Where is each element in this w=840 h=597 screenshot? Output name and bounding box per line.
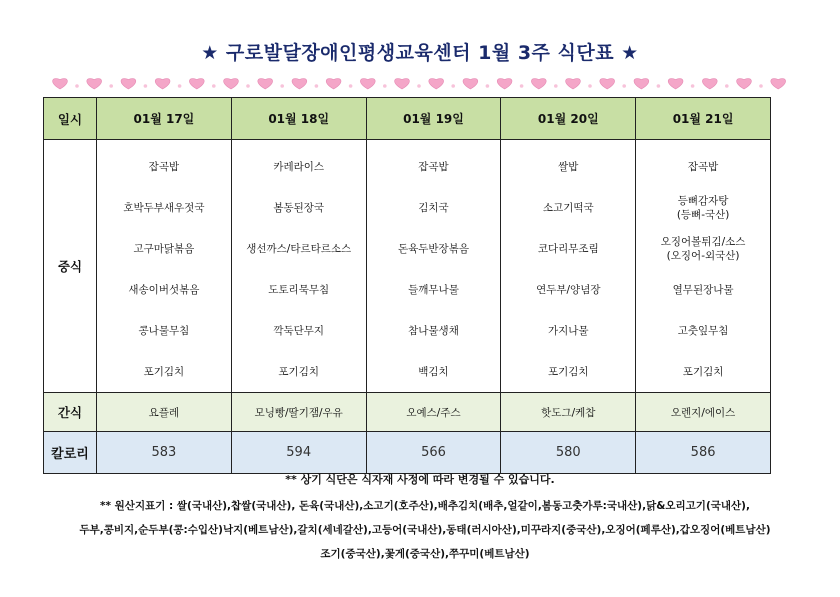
dot-icon	[451, 84, 455, 88]
menu-item: 고춧잎무침	[677, 324, 729, 337]
menu-item: 코다리무조림	[537, 242, 599, 255]
snack-cell: 오예스/주스	[366, 393, 501, 432]
snack-cell: 핫도그/케찹	[501, 393, 636, 432]
dot-icon	[486, 84, 490, 88]
heart-icon	[737, 79, 752, 89]
heart-icon	[566, 79, 581, 89]
menu-item: 새송이버섯볶음	[128, 283, 200, 296]
origin-line: ** 원산지표기 : 쌀(국내산),찹쌀(국내산), 돈육(국내산),소고기(호주산),배추김치(배추,얼같이,봄동고춧가루:국내산),닭&오리고기(국내산),	[100, 500, 750, 512]
menu-item: 고구마닭볶음	[133, 242, 195, 255]
menu-item: 연두부/양념장	[536, 283, 601, 296]
menu-item: 오징어볼튀김/소스 (오징어-외국산)	[660, 235, 746, 262]
menu-table	[43, 97, 771, 474]
page-title: ★ 구로발달장애인평생교육센터 1월 3주 식단표 ★	[201, 42, 639, 64]
dot-icon	[315, 84, 319, 88]
dot-icon	[691, 84, 695, 88]
lunch-cell	[97, 140, 232, 393]
menu-item: 포기김치	[278, 365, 319, 378]
header-cell-day: 01월 18일	[231, 98, 366, 140]
dot-icon	[554, 84, 558, 88]
menu-item: 호박두부새우젓국	[123, 201, 205, 214]
row-label-snack: 간식	[44, 393, 97, 432]
menu-item: 돈육두반장볶음	[397, 242, 469, 255]
heart-icon	[600, 79, 615, 89]
menu-item: 포기김치	[143, 365, 185, 378]
snack-row	[44, 393, 771, 432]
menu-item: 도토리묵무침	[268, 283, 330, 296]
heart-icon	[224, 79, 239, 89]
dot-icon	[349, 84, 353, 88]
menu-item: 봄동된장국	[273, 201, 325, 214]
calorie-cell: 566	[366, 432, 501, 474]
dot-icon	[144, 84, 148, 88]
menu-item: 들깨무나물	[408, 283, 459, 296]
snack-cell: 모닝빵/딸기잼/우유	[231, 393, 366, 432]
dot-icon	[759, 84, 763, 88]
dot-icon	[109, 84, 113, 88]
header-cell-label: 일시	[44, 98, 97, 140]
menu-item: 참나물생채	[408, 324, 459, 337]
menu-item: 콩나물무침	[138, 324, 190, 337]
calorie-cell: 594	[231, 432, 366, 474]
dot-icon	[212, 84, 216, 88]
heart-icon	[771, 79, 786, 89]
menu-item: 김치국	[418, 201, 449, 214]
heart-border-decoration	[50, 73, 795, 93]
snack-cell: 오렌지/에이스	[636, 393, 771, 432]
heart-icon	[189, 79, 204, 89]
calorie-cell: 583	[97, 432, 232, 474]
lunch-row	[44, 140, 771, 393]
dot-icon	[657, 84, 661, 88]
menu-item: 생선까스/타르타르소스	[246, 242, 352, 255]
menu-item: 잡곡밥	[418, 160, 449, 173]
menu-item: 포기김치	[548, 365, 589, 378]
dot-icon	[622, 84, 626, 88]
heart-icon	[497, 79, 512, 89]
heart-icon	[668, 79, 683, 89]
lunch-cell	[501, 140, 636, 393]
menu-item: 열무된장나물	[672, 283, 734, 296]
dot-icon	[280, 84, 284, 88]
heart-icon	[634, 79, 649, 89]
heart-icon	[121, 79, 136, 89]
header-row	[44, 98, 771, 140]
row-label-lunch: 중식	[44, 140, 97, 393]
origin-line: 조기(중국산),꽃게(중국산),쭈꾸미(베트남산)	[320, 548, 530, 560]
heart-icon	[326, 79, 341, 89]
heart-icon	[155, 79, 170, 89]
menu-item: 잡곡밥	[148, 160, 180, 173]
dot-icon	[725, 84, 729, 88]
dot-icon	[520, 84, 524, 88]
menu-item: 잡곡밥	[687, 160, 719, 173]
snack-cell: 요플레	[97, 393, 232, 432]
heart-icon	[360, 79, 375, 89]
heart-icon	[531, 79, 546, 89]
dot-icon	[417, 84, 421, 88]
menu-item: 쌀밥	[558, 160, 579, 173]
lunch-cell	[366, 140, 501, 393]
menu-item: 등뼈감자탕 (등뼈-국산)	[676, 194, 730, 221]
origin-line: 두부,콩비지,순두부(콩:수입산)낙지(베트남산),갈치(세네갈산),고등어(국내산),동태(러시아산),미꾸라지(중국산),오징어(페루산),갑오징어(베트남산)	[79, 524, 771, 536]
heart-icon	[258, 79, 273, 89]
dot-icon	[383, 84, 387, 88]
lunch-cell	[636, 140, 771, 393]
dot-icon	[588, 84, 592, 88]
header-cell-day: 01월 21일	[636, 98, 771, 140]
heart-icon	[702, 79, 717, 89]
dot-icon	[246, 84, 250, 88]
header-cell-day: 01월 19일	[366, 98, 501, 140]
change-notice: ** 상기 식단은 식자재 사정에 따라 변경될 수 있습니다.	[285, 473, 555, 486]
header-cell-day: 01월 17일	[97, 98, 232, 140]
header-cell-day: 01월 20일	[501, 98, 636, 140]
calorie-row	[44, 432, 771, 474]
dot-icon	[178, 84, 182, 88]
origin-labeling	[55, 494, 795, 566]
heart-icon	[87, 79, 102, 89]
dot-icon	[75, 84, 79, 88]
lunch-cell	[231, 140, 366, 393]
calorie-cell: 580	[501, 432, 636, 474]
calorie-cell: 586	[636, 432, 771, 474]
menu-item: 소고기떡국	[542, 201, 594, 214]
menu-item: 깍둑단무지	[273, 324, 325, 337]
menu-item: 백김치	[418, 365, 449, 378]
row-label-calorie: 칼로리	[44, 432, 97, 474]
menu-item: 카레라이스	[273, 160, 325, 173]
heart-icon	[53, 79, 68, 89]
menu-item: 포기김치	[682, 365, 724, 378]
heart-icon	[292, 79, 307, 89]
heart-icon	[429, 79, 444, 89]
heart-icon	[463, 79, 478, 89]
menu-item: 가지나물	[548, 324, 589, 337]
heart-icon	[395, 79, 410, 89]
